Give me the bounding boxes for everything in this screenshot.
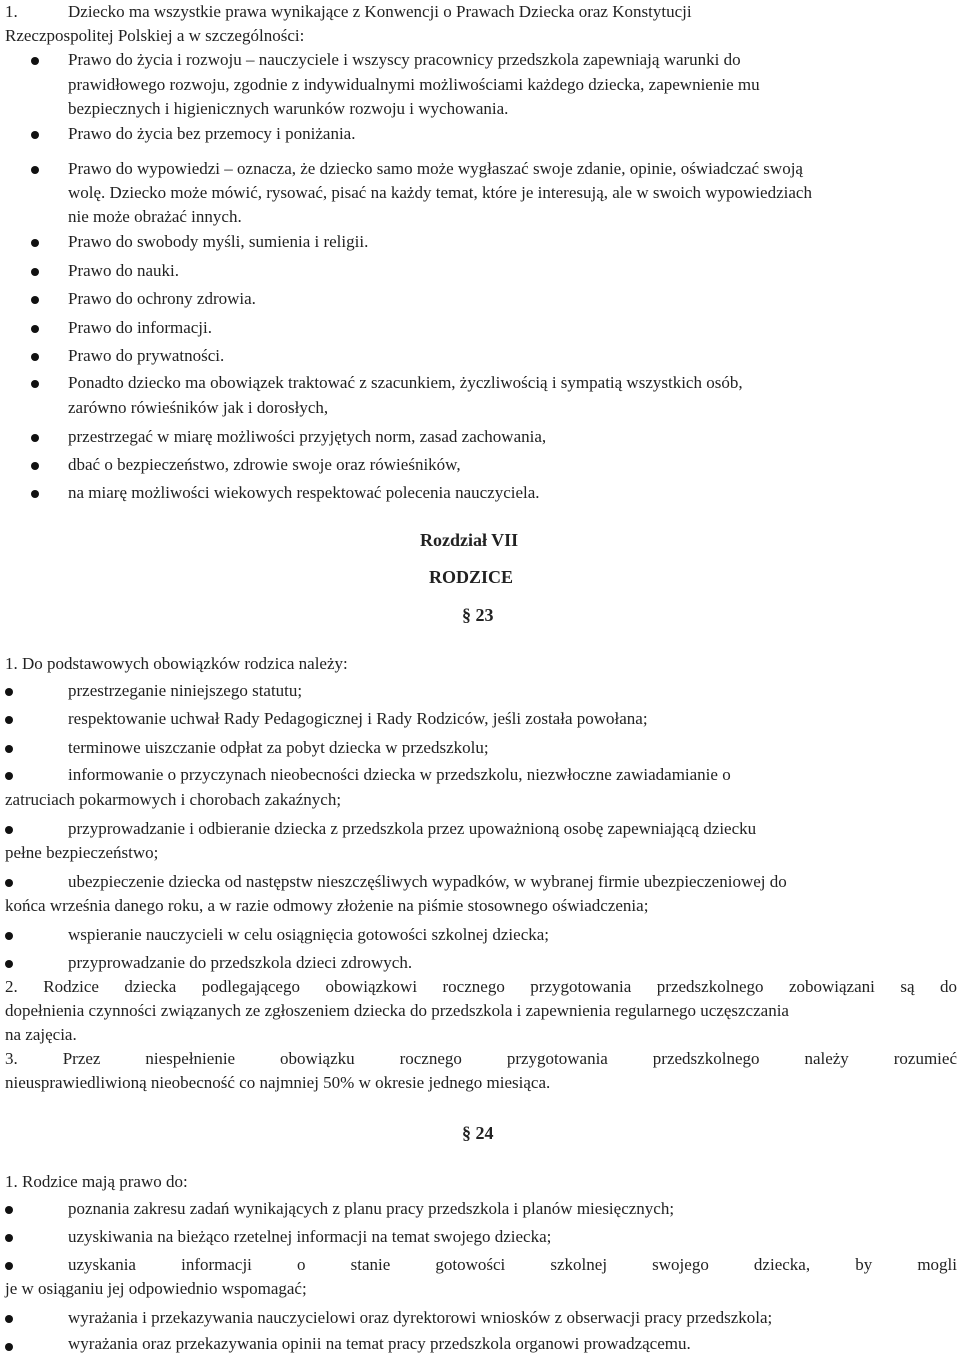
- list-item: bezpiecznych i higienicznych warunków rozwoju i wychowania.: [68, 99, 509, 118]
- paragraph: 1. Do podstawowych obowiązków rodzica należy:: [5, 654, 348, 673]
- bullet: [5, 716, 13, 724]
- list-item: respektowanie uchwał Rady Pedagogicznej i Rady Rodziców, jeśli została powołana;: [68, 709, 648, 728]
- paragraph: 1. Rodzice mają prawo do:: [5, 1172, 188, 1191]
- list-item: zatruciach pokarmowych i chorobach zakaźnych;: [5, 790, 342, 809]
- list-item: Prawo do informacji.: [68, 318, 212, 337]
- bullet: [31, 131, 39, 139]
- list-item: nie może obrażać innych.: [68, 207, 242, 226]
- bullet: [5, 879, 13, 887]
- list-item: Prawo do prywatności.: [68, 346, 225, 365]
- list-item: na miarę możliwości wiekowych respektować polecenia nauczyciela.: [68, 483, 540, 502]
- bullet: [31, 268, 39, 276]
- intro-line: Dziecko ma wszystkie prawa wynikające z Konwencji o Prawach Dziecka oraz Konstytucji: [68, 2, 692, 21]
- paragraph: 3. Przez niespełnienie obowiązku rocznego przygotowania przedszkolnego należy rozumieć: [5, 1049, 957, 1068]
- list-item: Ponadto dziecko ma obowiązek traktować z szacunkiem, życzliwością i sympatią wszystkich osób,: [68, 373, 743, 392]
- bullet: [5, 772, 13, 780]
- list-item: wyrażania i przekazywania nauczycielowi oraz dyrektorowi wniosków z obserwacji pracy przedszkola;: [68, 1308, 773, 1327]
- paragraph: na zajęcia.: [5, 1025, 77, 1044]
- list-item: prawidłowego rozwoju, zgodnie z indywidualnymi możliwościami każdego dziecka, zapewnienie mu: [68, 75, 760, 94]
- list-item: uzyskania informacji o stanie gotowości szkolnej swojego dziecka, by mogli: [68, 1255, 957, 1274]
- paragraph: nieusprawiedliwioną nieobecność co najmniej 50% w okresie jednego miesiąca.: [5, 1073, 551, 1092]
- bullet: [5, 826, 13, 834]
- bullet: [5, 688, 13, 696]
- list-item: pełne bezpieczeństwo;: [5, 843, 159, 862]
- chapter-title: Rozdział VII: [420, 530, 519, 550]
- paragraph: dopełnienia czynności związanych ze zgłoszeniem dziecka do przedszkola i zapewnienia regularnego uczęszczania: [5, 1001, 789, 1020]
- bullet: [5, 960, 13, 968]
- list-item: wyrażania oraz przekazywania opinii na temat pracy przedszkola organowi prowadzącemu.: [68, 1334, 691, 1353]
- list-item: terminowe uiszczanie odpłat za pobyt dziecka w przedszkolu;: [68, 738, 489, 757]
- list-item: przyprowadzanie i odbieranie dziecka z przedszkola przez upoważnioną osobę zapewniającą dziecku: [68, 819, 757, 838]
- list-item: Prawo do swobody myśli, sumienia i religii.: [68, 232, 369, 251]
- list-item: wolę. Dziecko może mówić, rysować, pisać na każdy temat, które je interesują, ale w swoich wypowiedziach: [68, 183, 812, 202]
- bullet: [31, 296, 39, 304]
- section-number: § 24: [462, 1123, 494, 1143]
- bullet: [31, 166, 39, 174]
- bullet: [31, 239, 39, 247]
- item-number: 1.: [5, 2, 18, 21]
- list-item: poznania zakresu zadań wynikających z planu pracy przedszkola i planów miesięcznych;: [68, 1199, 675, 1218]
- bullet: [31, 57, 39, 65]
- list-item: przyprowadzanie do przedszkola dzieci zdrowych.: [68, 953, 413, 972]
- bullet: [5, 745, 13, 753]
- list-item: dbać o bezpieczeństwo, zdrowie swoje oraz rówieśników,: [68, 455, 461, 474]
- list-item: wspieranie nauczycieli w celu osiągnięcia gotowości szkolnej dziecka;: [68, 925, 550, 944]
- bullet: [5, 1206, 13, 1214]
- list-item: końca września danego roku, a w razie odmowy złożenie na piśmie stosownego oświadczenia;: [5, 896, 649, 915]
- list-item: Prawo do ochrony zdrowia.: [68, 289, 256, 308]
- bullet: [5, 1343, 13, 1351]
- bullet: [31, 490, 39, 498]
- bullet: [5, 1262, 13, 1270]
- list-item: Prawo do wypowiedzi – oznacza, że dziecko samo może wygłaszać swoje zdanie, opinie, oświadczać swoją: [68, 159, 803, 178]
- bullet: [31, 462, 39, 470]
- list-item: zarówno rówieśników jak i dorosłych,: [68, 398, 329, 417]
- bullet: [5, 932, 13, 940]
- bullet: [31, 434, 39, 442]
- list-item: przestrzeganie niniejszego statutu;: [68, 681, 303, 700]
- list-item: informowanie o przyczynach nieobecności dziecka w przedszkolu, niezwłoczne zawiadamianie o: [68, 765, 731, 784]
- section-number: § 23: [462, 605, 494, 625]
- list-item: je w osiąganiu jej odpowiednio wspomagać;: [5, 1279, 307, 1298]
- chapter-name: RODZICE: [429, 567, 514, 587]
- bullet: [5, 1315, 13, 1323]
- bullet: [31, 380, 39, 388]
- paragraph: 2. Rodzice dziecka podlegającego obowiązkowi rocznego przygotowania przedszkolnego zobowiązani są do: [5, 977, 957, 996]
- bullet: [5, 1234, 13, 1242]
- list-item: Prawo do nauki.: [68, 261, 179, 280]
- intro-line: Rzeczpospolitej Polskiej a w szczególności:: [5, 26, 305, 45]
- bullet: [31, 325, 39, 333]
- list-item: Prawo do życia bez przemocy i poniżania.: [68, 124, 356, 143]
- list-item: Prawo do życia i rozwoju – nauczyciele i wszyscy pracownicy przedszkola zapewniają warunki do: [68, 50, 741, 69]
- list-item: przestrzegać w miarę możliwości przyjętych norm, zasad zachowania,: [68, 427, 547, 446]
- bullet: [31, 353, 39, 361]
- list-item: uzyskiwania na bieżąco rzetelnej informacji na temat swojego dziecka;: [68, 1227, 552, 1246]
- list-item: ubezpieczenie dziecka od następstw nieszczęśliwych wypadków, w wybranej firmie ubezpieczeniowej do: [68, 872, 787, 891]
